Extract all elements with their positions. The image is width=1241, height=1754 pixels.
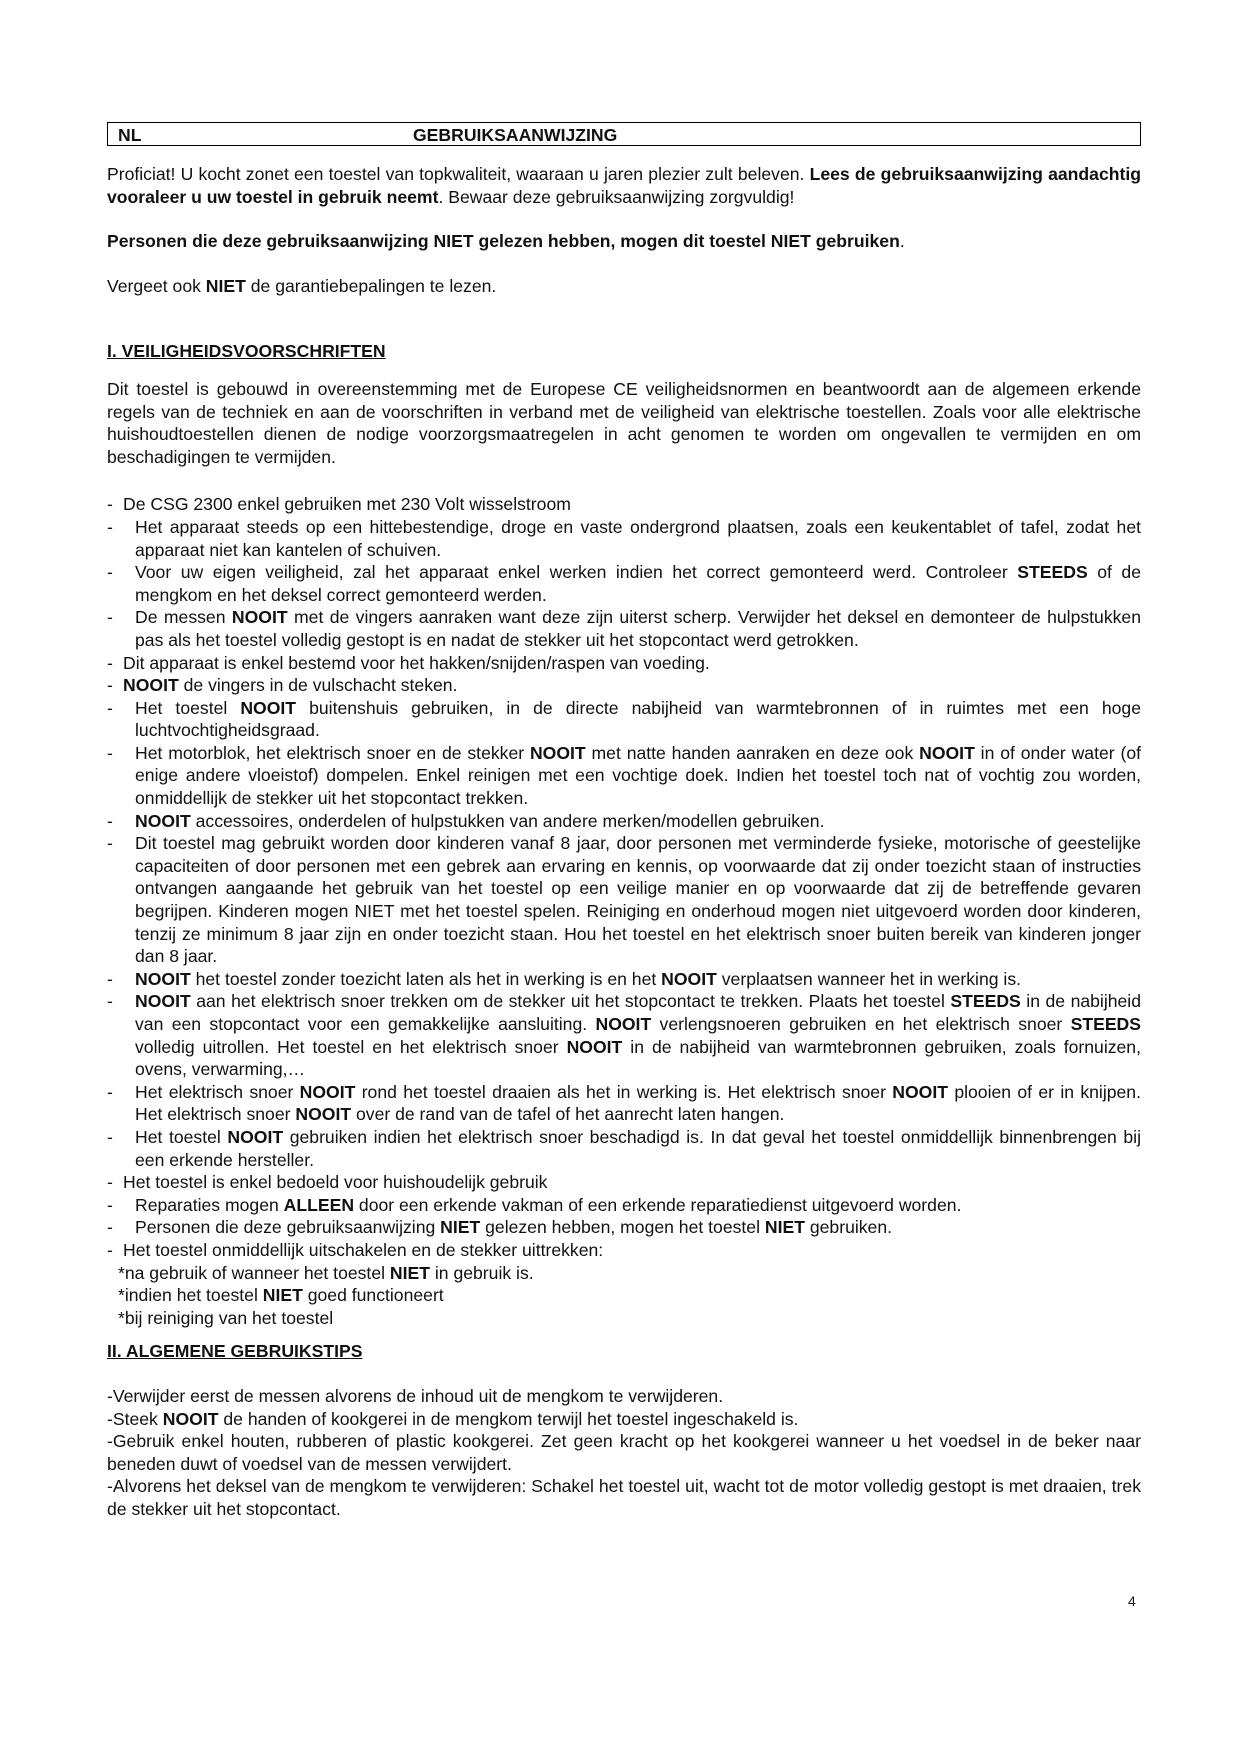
- list-item: - De messen NOOIT met de vingers aanraken want deze zijn uiterst scherp. Verwijder het deksel en demonteer de hulpstukken pas als het toestel volledig gestopt is en nadat de stekker uit het stopcontact werd getrokken.: [107, 607, 1141, 650]
- list-item: - Het apparaat steeds op een hittebestendige, droge en vaste ondergrond plaatsen, zoals een keukentablet of tafel, zodat het apparaat niet kan kantelen of schuiven.: [107, 516, 1141, 560]
- list-item: - Het elektrisch snoer NOOIT rond het toestel draaien als het in werking is. Het elektrisch snoer NOOIT plooien of er in knijpen. Het elektrisch snoer NOOIT over de rand van de tafel of het aanrecht laten hangen.: [107, 1081, 1141, 1125]
- list-item: - Reparaties mogen ALLEEN door een erkende vakman of een erkende reparatiedienst uitgevoerd worden.: [107, 1194, 962, 1215]
- section-title-safety: I. VEILIGHEIDSVOORSCHRIFTEN: [107, 341, 386, 362]
- list-item: - NOOIT het toestel zonder toezicht laten als het in werking is en het NOOIT verplaatsen wanneer het in werking is.: [107, 968, 1022, 989]
- header-box: [107, 122, 1141, 146]
- intro-paragraph: Proficiat! U kocht zonet een toestel van topkwaliteit, waaraan u jaren plezier zult beleven. Lees de gebruiksaanwijzing aandachtig vooraleer u uw toestel in gebruik neemt. Bewaar deze gebruiksaanwijzing zorgvuldig!: [107, 164, 1141, 207]
- list-item: - Dit toestel mag gebruikt worden door kinderen vanaf 8 jaar, door personen met verminderde fysieke, motorische of geestelijke capaciteiten of door personen met een gebrek aan ervaring en kennis, op voorwaarde dat zij onder toezicht staan of instructies ontvangen aangaande het gebruik van het toestel op een veilige manier en op voorwaarde dat zij de betreffende gevaren begrijpen. Kinderen mogen NIET met het toestel spelen. Reiniging en onderhoud mogen niet uitgevoerd worden door kinderen, tenzij ze minimum 8 jaar zijn en onder toezicht staan. Hou het toestel en het elektrisch snoer buiten bereik van kinderen jonger dan 8 jaar.: [107, 833, 1141, 967]
- list-item: - Het toestel onmiddellijk uitschakelen en de stekker uittrekken:: [107, 1239, 604, 1260]
- sub-item: *indien het toestel NIET goed functioneert: [118, 1285, 444, 1306]
- section-title-tips: II. ALGEMENE GEBRUIKSTIPS: [107, 1341, 363, 1362]
- guarantee-paragraph: Vergeet ook NIET de garantiebepalingen te lezen.: [107, 275, 497, 296]
- safety-list: [107, 493, 1141, 1261]
- safety-intro: Dit toestel is gebouwd in overeenstemming met de Europese CE veiligheidsnormen en beantwoordt aan de algemeen erkende regels van de techniek en aan de voorschriften in verband met de veiligheid van elektrische toestellen. Zoals voor alle elektrische huishoudtoestellen dienen de nodige voorzorgsmaatregelen in acht genomen te worden om ongevallen te vermijden en om beschadigingen te vermijden.: [107, 378, 1141, 467]
- list-item: - Het toestel is enkel bedoeld voor huishoudelijk gebruik: [107, 1172, 548, 1193]
- list-item: - Het toestel NOOIT gebruiken indien het elektrisch snoer beschadigd is. In dat geval het toestel onmiddellijk binnenbrengen bij een erkende hersteller.: [107, 1126, 1141, 1170]
- tip-item: -Gebruik enkel houten, rubberen of plastic kookgerei. Zet geen kracht op het kookgerei wanneer u het voedsel in de beker naar beneden duwt of voedsel van de messen verwijdert.: [107, 1431, 1141, 1474]
- list-item: - NOOIT accessoires, onderdelen of hulpstukken van andere merken/modellen gebruiken.: [107, 810, 825, 831]
- list-item: - Voor uw eigen veiligheid, zal het apparaat enkel werken indien het correct gemonteerd werd. Controleer STEEDS of de mengkom en het deksel correct gemonteerd werden.: [107, 562, 1141, 605]
- sub-item: *na gebruik of wanneer het toestel NIET in gebruik is.: [118, 1262, 534, 1283]
- list-item: - Dit apparaat is enkel bestemd voor het hakken/snijden/raspen van voeding.: [107, 652, 710, 673]
- tip-item: -Verwijder eerst de messen alvorens de inhoud uit de mengkom te verwijderen.: [107, 1385, 724, 1406]
- document-page: [107, 122, 1141, 1520]
- list-item: - NOOIT de vingers in de vulschacht steken.: [107, 675, 458, 696]
- list-item: - Personen die deze gebruiksaanwijzing NIET gelezen hebben, mogen het toestel NIET gebruiken.: [107, 1217, 893, 1238]
- list-item: - De CSG 2300 enkel gebruiken met 230 Volt wisselstroom: [107, 494, 571, 515]
- language-code: NL: [118, 125, 142, 145]
- list-item: - Het toestel NOOIT buitenshuis gebruiken, in de directe nabijheid van warmtebronnen of in ruimtes met een hoge luchtvochtigheidsgraad.: [107, 697, 1141, 741]
- list-item: - NOOIT aan het elektrisch snoer trekken om de stekker uit het stopcontact te trekken. Plaats het toestel STEEDS in de nabijheid van een stopcontact voor een gemakkelijke aansluiting. NOOIT verlengsnoeren gebruiken en het elektrisch snoer STEEDS volledig uitrollen. Het toestel en het elektrisch snoer NOOIT in de nabijheid van warmtebronnen gebruiken, zoals fornuizen, ovens, verwarming,…: [107, 991, 1142, 1080]
- sub-item: *bij reiniging van het toestel: [118, 1307, 334, 1328]
- warning-paragraph: Personen die deze gebruiksaanwijzing NIET gelezen hebben, mogen dit toestel NIET gebruiken.: [107, 231, 905, 252]
- page-number: 4: [1128, 1593, 1136, 1609]
- document-title: GEBRUIKSAANWIJZING: [413, 125, 618, 145]
- tips-list: [107, 1385, 1141, 1521]
- tip-item: -Alvorens het deksel van de mengkom te verwijderen: Schakel het toestel uit, wacht tot de motor volledig gestopt is met draaien, trek de stekker uit het stopcontact.: [107, 1476, 1141, 1519]
- list-item: - Het motorblok, het elektrisch snoer en de stekker NOOIT met natte handen aanraken en deze ook NOOIT in of onder water (of enige andere vloeistof) dompelen. Enkel reinigen met een vochtige doek. Indien het toestel toch nat of vochtig zou worden, onmiddellijk de stekker uit het stopcontact trekken.: [107, 742, 1142, 809]
- tip-item: -Steek NOOIT de handen of kookgerei in de mengkom terwijl het toestel ingeschakeld is.: [107, 1408, 799, 1429]
